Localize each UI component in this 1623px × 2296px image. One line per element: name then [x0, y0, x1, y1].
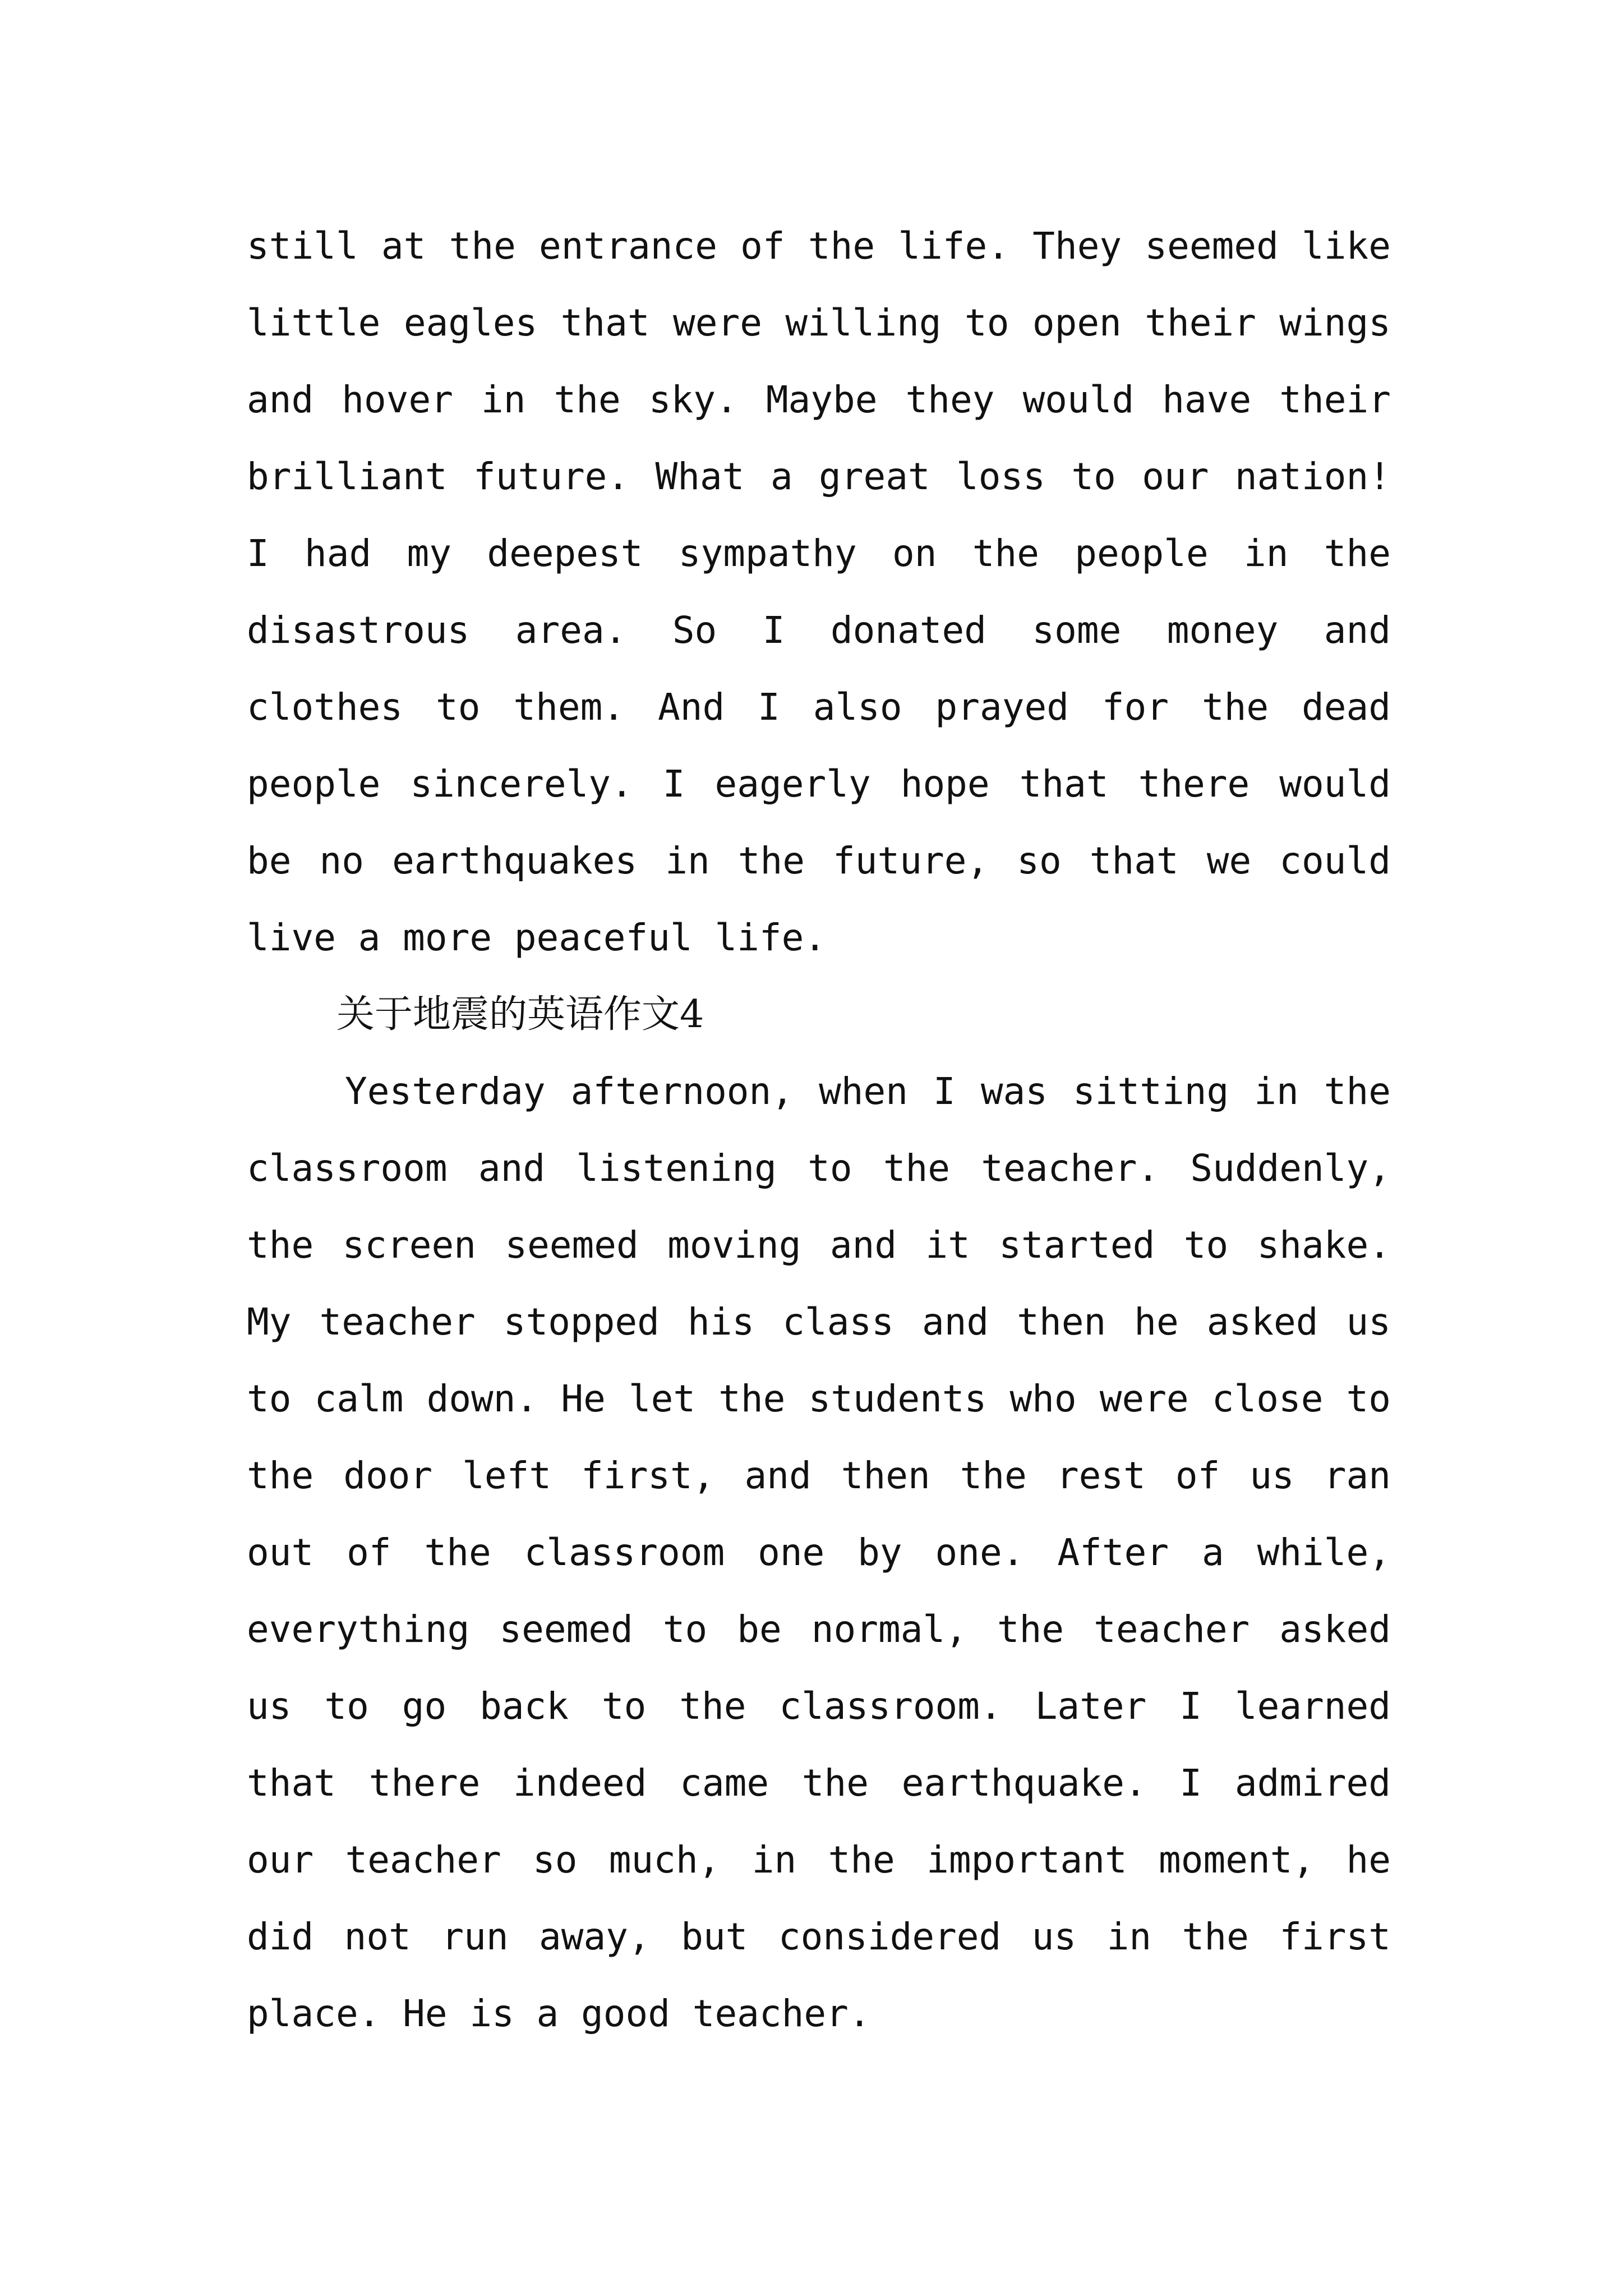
- text-line: live a more peaceful life.: [247, 916, 827, 959]
- paragraph-continuation: [247, 208, 1391, 976]
- text-line: us to go back to the classroom. Later I learned: [247, 1685, 1391, 1728]
- text-line: classroom and listening to the teacher. Suddenly,: [247, 1147, 1391, 1190]
- text-line: our teacher so much, in the important moment, he: [247, 1838, 1391, 1881]
- text-line: people sincerely. I eagerly hope that there would: [247, 762, 1391, 806]
- text-line: brilliant future. What a great loss to our nation!: [247, 455, 1391, 498]
- section-heading: 关于地震的英语作文4: [336, 992, 704, 1037]
- text-line: that there indeed came the earthquake. I admired: [247, 1761, 1391, 1805]
- text-line: everything seemed to be normal, the teacher asked: [247, 1608, 1391, 1651]
- text-line: the door left first, and then the rest of us ran: [247, 1454, 1391, 1497]
- text-line: little eagles that were willing to open their wings: [247, 301, 1391, 344]
- text-line: Yesterday afternoon, when I was sitting in the: [345, 1070, 1391, 1113]
- essay-paragraph: [247, 1053, 1391, 2052]
- text-line: clothes to them. And I also prayed for the dead: [247, 685, 1391, 729]
- text-line: the screen seemed moving and it started to shake.: [247, 1223, 1391, 1267]
- text-line: did not run away, but considered us in the first: [247, 1915, 1391, 1958]
- text-line: be no earthquakes in the future, so that we could: [247, 839, 1391, 882]
- text-line: out of the classroom one by one. After a while,: [247, 1531, 1391, 1574]
- text-line: to calm down. He let the students who were close to: [247, 1377, 1391, 1420]
- document-body: [247, 208, 1391, 2052]
- text-line: place. He is a good teacher.: [247, 1992, 871, 2035]
- text-line: and hover in the sky. Maybe they would have their: [247, 378, 1391, 421]
- text-line: disastrous area. So I donated some money and: [247, 609, 1391, 652]
- text-line: still at the entrance of the life. They seemed like: [247, 224, 1391, 268]
- text-line: I had my deepest sympathy on the people in the: [247, 532, 1391, 575]
- text-line: My teacher stopped his class and then he asked us: [247, 1300, 1391, 1343]
